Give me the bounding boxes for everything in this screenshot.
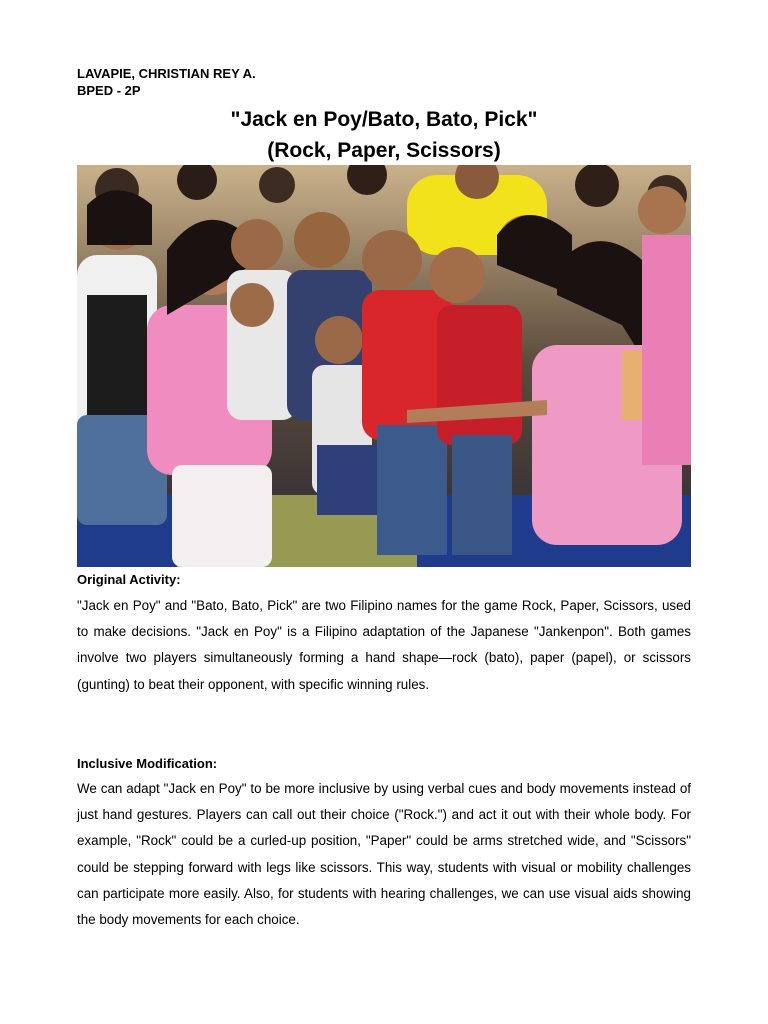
children-playing-photo	[77, 165, 691, 567]
course-section: BPED - 2P	[77, 83, 141, 98]
original-activity-text: "Jack en Poy" and "Bato, Bato, Pick" are two Filipino names for the game Rock, Paper, Scissors, used to make decisions. "Jack en Poy" is a Filipino adaptation of the Japanese "Jankenpon". Both games involve two players simultaneously forming a hand shape—rock (bato), paper (papel), or scissors (gunting) to beat their opponent, with specific winning rules.	[77, 598, 691, 692]
author-name: LAVAPIE, CHRISTIAN REY A.	[77, 66, 256, 81]
inclusive-modification-heading: Inclusive Modification:	[77, 756, 218, 771]
original-activity-heading: Original Activity:	[77, 572, 181, 587]
photo-illustration	[77, 165, 691, 567]
inclusive-modification-text: We can adapt "Jack en Poy" to be more inclusive by using verbal cues and body movements instead of just hand gestures. Players can call out their choice ("Rock.") and act it out with their whole body. For example, "Rock" could be a curled-up position, "Paper" could be arms stretched wide, and "Scissors" could be stepping forward with legs like scissors. This way, students with visual or mobility challenges can participate more easily. Also, for students with hearing challenges, we can use visual aids showing the body movements for each choice.	[77, 781, 691, 928]
document-title: "Jack en Poy/Bato, Bato, Pick"	[230, 108, 538, 131]
document-subtitle: (Rock, Paper, Scissors)	[267, 139, 501, 162]
